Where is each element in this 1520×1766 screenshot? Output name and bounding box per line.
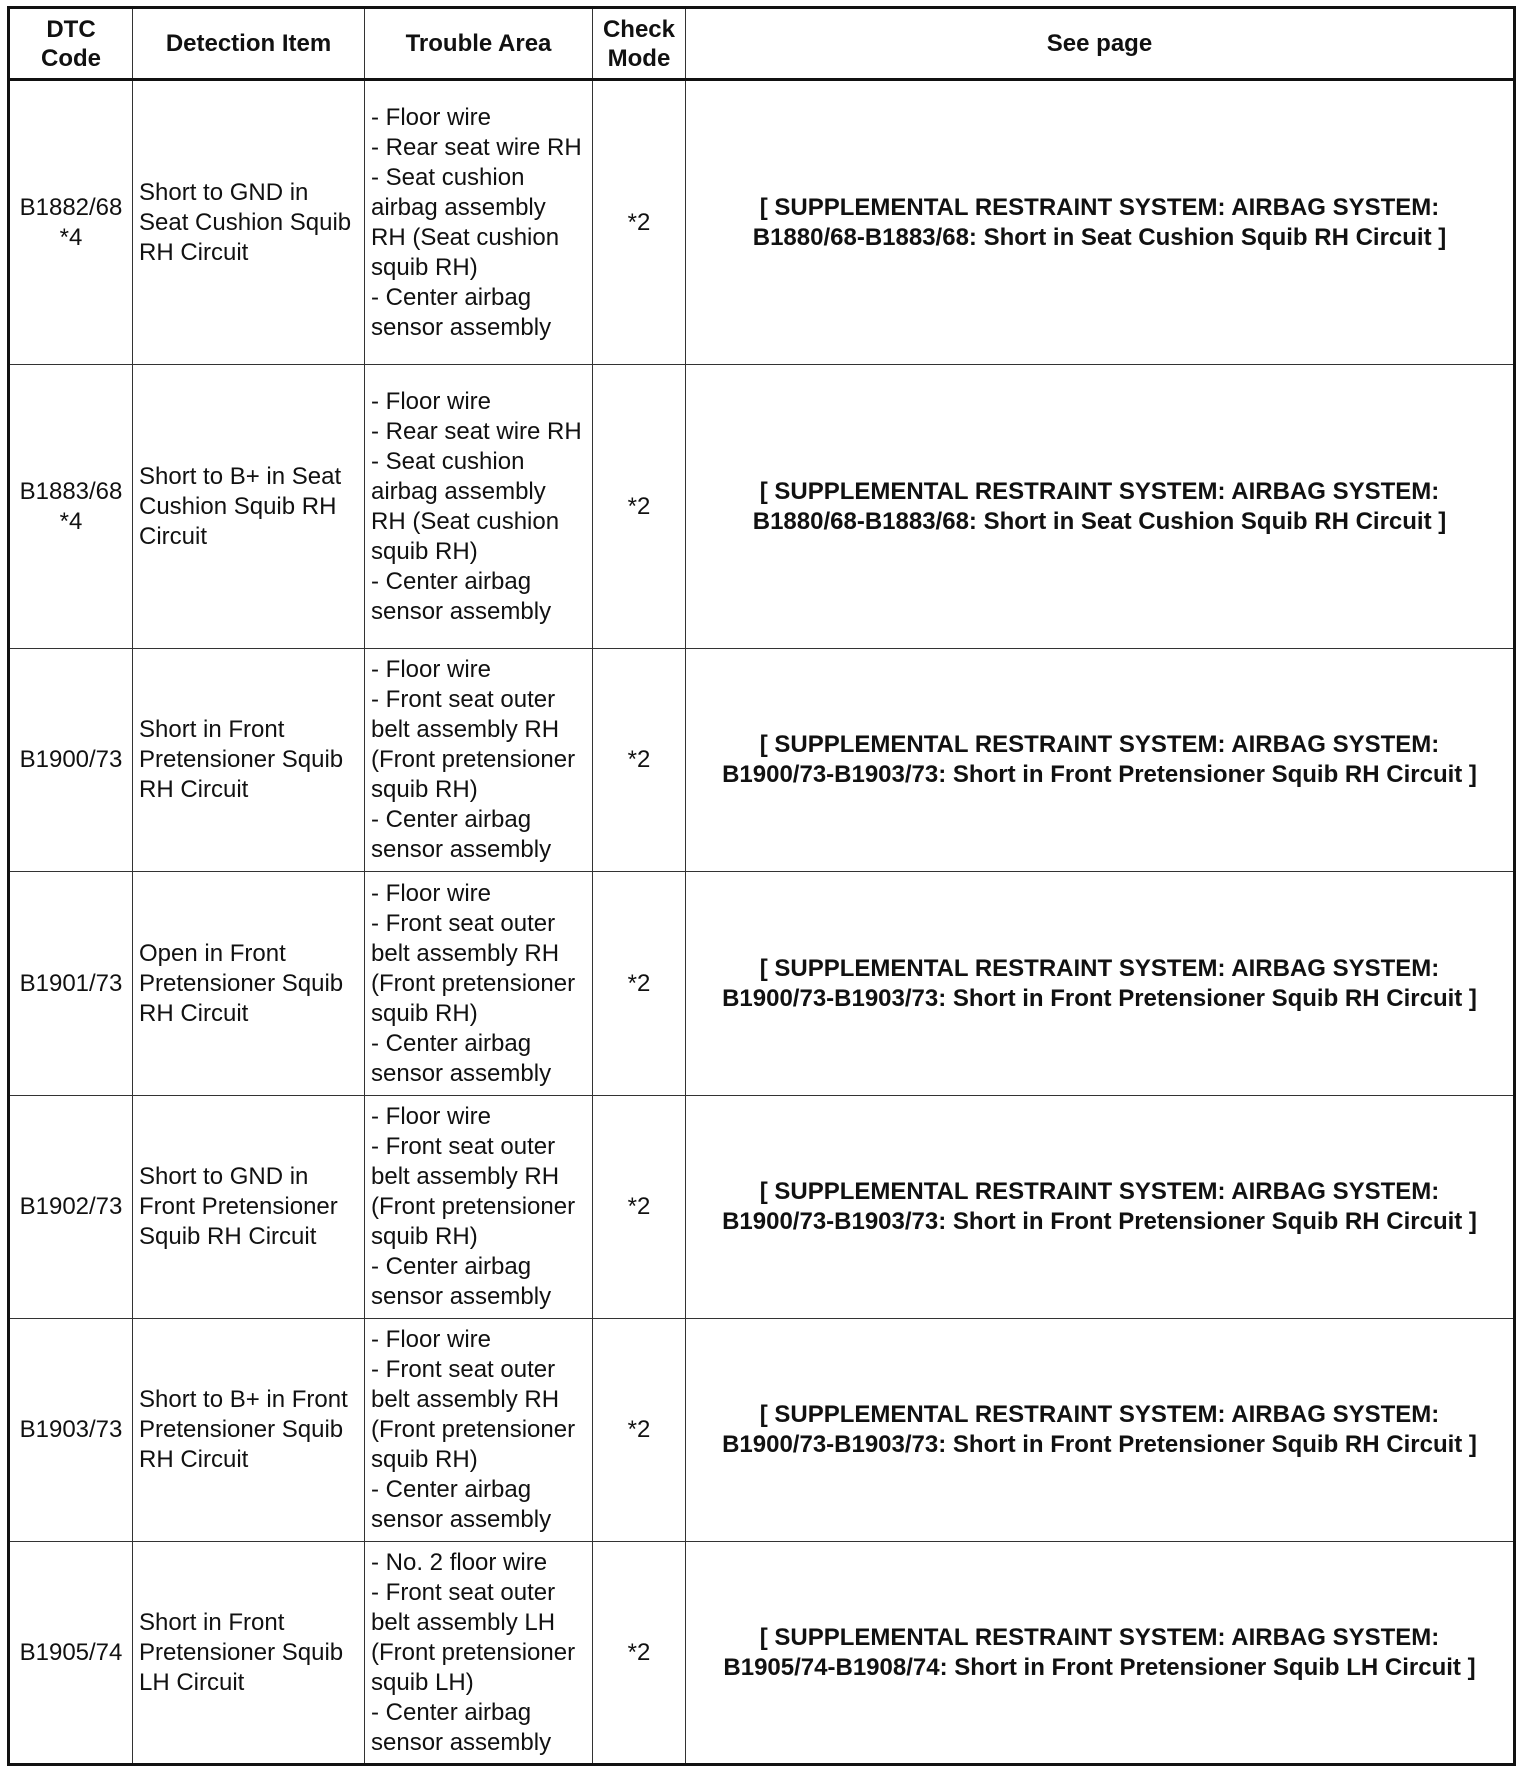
see-page-cell[interactable] [686, 649, 1515, 872]
trouble-area-line: - Center airbag sensor assembly [371, 806, 552, 863]
header-see-page: See page [686, 8, 1515, 80]
see-page-cell[interactable] [686, 1319, 1515, 1542]
see-page-link-line1[interactable]: [ SUPPLEMENTAL RESTRAINT SYSTEM: AIRBAG SYSTEM: [759, 954, 1440, 982]
see-page-cell[interactable] [686, 365, 1515, 649]
trouble-area-line: - Center airbag sensor assembly [371, 1253, 552, 1310]
header-row [9, 8, 1515, 80]
trouble-area-line: - Front seat outer belt assembly RH (Front pretensioner squib RH) [371, 1133, 576, 1250]
detection-item-cell: Short in Front Pretensioner Squib LH Circuit [133, 1542, 365, 1765]
see-page-link-line2[interactable]: B1900/73-B1903/73: Short in Front Pretensioner Squib RH Circuit ] [722, 1431, 1477, 1458]
detection-item-cell: Short to GND in Seat Cushion Squib RH Circuit [133, 80, 365, 365]
see-page-link-line1[interactable]: [ SUPPLEMENTAL RESTRAINT SYSTEM: AIRBAG SYSTEM: [759, 731, 1440, 758]
check-mode-cell: *2 [593, 649, 686, 872]
check-mode-cell: *2 [593, 80, 686, 365]
trouble-area-line: - Front seat outer belt assembly LH (Front pretensioner squib LH) [371, 1578, 576, 1696]
table-row [9, 649, 1515, 872]
detection-item-cell: Open in Front Pretensioner Squib RH Circuit [133, 872, 365, 1096]
see-page-link-line1[interactable]: [ SUPPLEMENTAL RESTRAINT SYSTEM: AIRBAG SYSTEM: [759, 193, 1440, 221]
dtc-code-cell: B1903/73 [9, 1319, 133, 1542]
trouble-area-line: - Floor wire [371, 103, 492, 131]
check-mode-cell: *2 [593, 365, 686, 649]
dtc-code-cell: B1905/74 [9, 1542, 133, 1765]
trouble-area-line: - Seat cushion airbag assembly RH (Seat cushion squib RH) [371, 447, 560, 565]
dtc-code-cell: B1900/73 [9, 649, 133, 872]
table-row [9, 1096, 1515, 1319]
trouble-area-line: - Center airbag sensor assembly [371, 1029, 552, 1087]
check-mode-cell: *2 [593, 1542, 686, 1765]
trouble-area-line: - Front seat outer belt assembly RH (Front pretensioner squib RH) [371, 909, 576, 1027]
trouble-area-line: - Floor wire [371, 1103, 492, 1130]
trouble-area-cell [365, 872, 593, 1096]
header-check-mode: Check Mode [593, 8, 686, 80]
dtc-code-cell: B1902/73 [9, 1096, 133, 1319]
trouble-area-line: - Floor wire [371, 879, 492, 907]
header-dtc-code: DTC Code [9, 8, 133, 80]
trouble-area-cell [365, 1319, 593, 1542]
trouble-area-line: - Rear seat wire RH [371, 417, 582, 445]
check-mode-cell: *2 [593, 1319, 686, 1542]
trouble-area-line: - Seat cushion airbag assembly RH (Seat cushion squib RH) [371, 163, 560, 281]
see-page-link-line2[interactable]: B1900/73-B1903/73: Short in Front Pretensioner Squib RH Circuit ] [722, 984, 1477, 1012]
detection-item-cell: Short to B+ in Seat Cushion Squib RH Circuit [133, 365, 365, 649]
table-row [9, 1319, 1515, 1542]
trouble-area-line: - Floor wire [371, 1326, 492, 1353]
see-page-link-line1[interactable]: [ SUPPLEMENTAL RESTRAINT SYSTEM: AIRBAG SYSTEM: [759, 1401, 1440, 1428]
check-mode-cell: *2 [593, 1096, 686, 1319]
detection-item-cell: Short in Front Pretensioner Squib RH Circuit [133, 649, 365, 872]
header-detection-item: Detection Item [133, 8, 365, 80]
see-page-link-line1[interactable]: [ SUPPLEMENTAL RESTRAINT SYSTEM: AIRBAG SYSTEM: [759, 1178, 1440, 1205]
check-mode-cell: *2 [593, 872, 686, 1096]
trouble-area-line: - Rear seat wire RH [371, 133, 582, 161]
header-trouble-area: Trouble Area [365, 8, 593, 80]
see-page-link-line2[interactable]: B1905/74-B1908/74: Short in Front Pretensioner Squib LH Circuit ] [723, 1653, 1476, 1681]
trouble-area-line: - Center airbag sensor assembly [371, 283, 552, 341]
table-row [9, 365, 1515, 649]
trouble-area-cell [365, 649, 593, 872]
table-row [9, 872, 1515, 1096]
trouble-area-line: - Floor wire [371, 656, 492, 683]
see-page-cell[interactable] [686, 1096, 1515, 1319]
trouble-area-line: - Center airbag sensor assembly [371, 567, 552, 625]
trouble-area-line: - Floor wire [371, 387, 492, 415]
trouble-area-line: - No. 2 floor wire [371, 1548, 548, 1576]
see-page-link-line1[interactable]: [ SUPPLEMENTAL RESTRAINT SYSTEM: AIRBAG SYSTEM: [759, 1623, 1440, 1651]
trouble-area-line: - Center airbag sensor assembly [371, 1476, 552, 1533]
see-page-link-line2[interactable]: B1880/68-B1883/68: Short in Seat Cushion Squib RH Circuit ] [752, 507, 1447, 535]
trouble-area-cell [365, 1542, 593, 1765]
table-row [9, 1542, 1515, 1765]
dtc-table [7, 6, 1516, 1766]
trouble-area-cell [365, 80, 593, 365]
trouble-area-cell [365, 365, 593, 649]
trouble-area-line: - Front seat outer belt assembly RH (Front pretensioner squib RH) [371, 1356, 576, 1473]
see-page-cell[interactable] [686, 872, 1515, 1096]
see-page-link-line1[interactable]: [ SUPPLEMENTAL RESTRAINT SYSTEM: AIRBAG SYSTEM: [759, 477, 1440, 505]
trouble-area-line: - Front seat outer belt assembly RH (Front pretensioner squib RH) [371, 686, 576, 803]
see-page-cell[interactable] [686, 1542, 1515, 1765]
dtc-code-cell: B1882/68 *4 [9, 80, 133, 365]
trouble-area-line: - Center airbag sensor assembly [371, 1698, 552, 1756]
see-page-link-line2[interactable]: B1900/73-B1903/73: Short in Front Pretensioner Squib RH Circuit ] [722, 761, 1477, 788]
see-page-link-line2[interactable]: B1900/73-B1903/73: Short in Front Pretensioner Squib RH Circuit ] [722, 1208, 1477, 1235]
see-page-cell[interactable] [686, 80, 1515, 365]
dtc-code-cell: B1883/68 *4 [9, 365, 133, 649]
trouble-area-cell [365, 1096, 593, 1319]
dtc-code-cell: B1901/73 [9, 872, 133, 1096]
detection-item-cell: Short to GND in Front Pretensioner Squib RH Circuit [133, 1096, 365, 1319]
table-row [9, 80, 1515, 365]
see-page-link-line2[interactable]: B1880/68-B1883/68: Short in Seat Cushion Squib RH Circuit ] [752, 223, 1447, 251]
detection-item-cell: Short to B+ in Front Pretensioner Squib RH Circuit [133, 1319, 365, 1542]
